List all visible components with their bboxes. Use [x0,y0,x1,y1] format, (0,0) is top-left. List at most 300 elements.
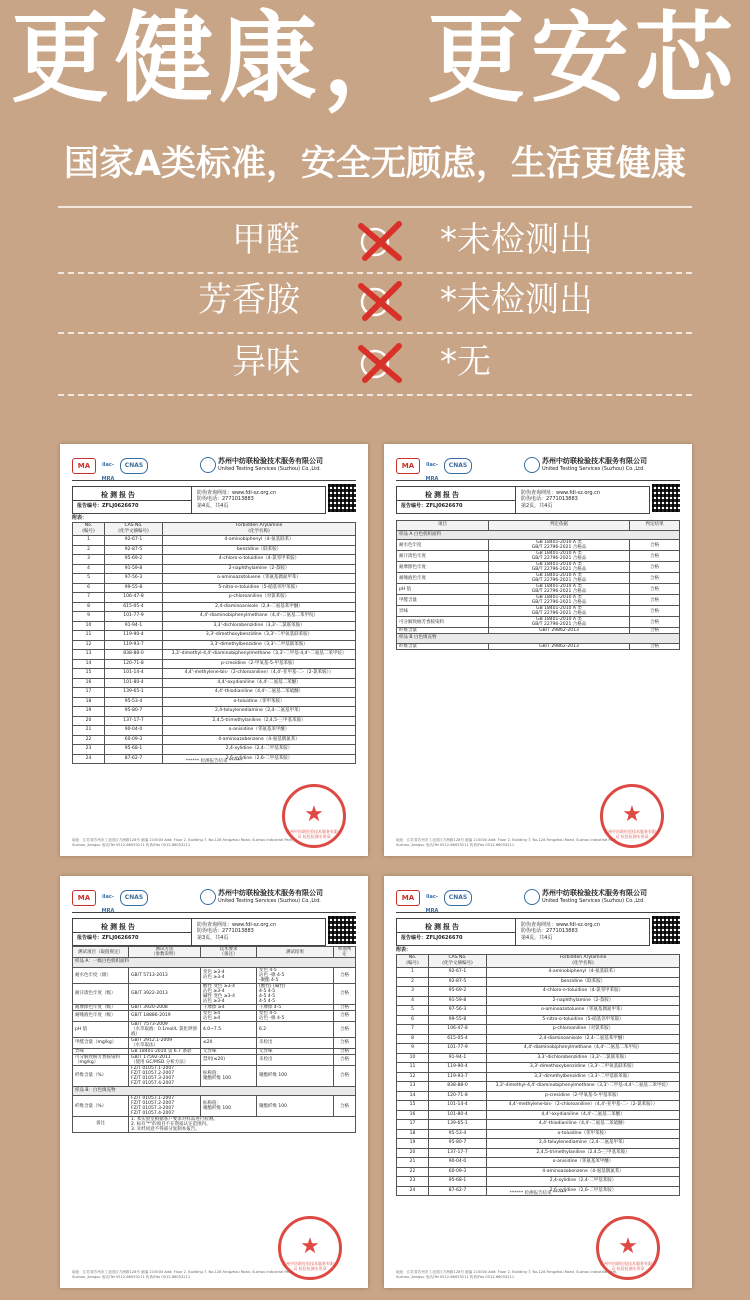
table-cell: 5 [397,1006,429,1016]
column-header: Forbidden Arylamine (化学名称) [163,523,356,536]
verify-website: 防伪查询网址：www.fdl-sz.org.cn [197,922,277,928]
table-row [397,1177,680,1187]
table-cell: 6 [397,1015,429,1025]
table-cell: 11 [73,631,105,641]
table-row [73,745,356,755]
hero-title: 更健康，更安芯 [10,2,739,116]
table-cell: p-cresidine（2-甲氧基-5-甲基苯胺） [487,1091,680,1101]
table-cell: 4-aminoazobenzene（4-氨基偶氮苯） [487,1167,680,1177]
official-seal-stamp [282,784,346,848]
company-name-cn: 苏州中纺联检验技术服务有限公司 [542,457,647,465]
table-cell: 90-04-0 [429,1158,487,1168]
table-cell: 91-59-8 [429,996,487,1006]
table-cell: 2,4-xylidine（2,4-二甲基苯胺） [487,1177,680,1187]
table-cell: 合格 [630,595,680,606]
page-number: 第4页，共4页 [521,935,553,941]
table-cell: 95-53-4 [429,1129,487,1139]
table-row [397,1034,680,1044]
table-cell: 4 [397,996,429,1006]
table-row [73,1037,356,1048]
table-row [397,617,680,628]
table-cell: p-chloroaniline（对氯苯胺） [163,593,356,603]
table-cell: 未检出 [257,1054,334,1065]
table-cell: 119-90-4 [429,1063,487,1073]
qr-code [652,484,680,512]
details-section-a [73,958,356,968]
table-cell: GB 18401-2010 A 类 GB/T 22796-2021 合格品 [489,562,630,573]
conclusion-table-body-b [397,634,680,644]
table-cell: 4.0~7.5 [201,1021,257,1037]
table-cell: 11 [397,1063,429,1073]
table-cell: 可分解致癌芳香胺染料 [397,617,489,628]
table-cell: 16 [73,678,105,688]
report-page-arylamines-bottom [384,876,692,1288]
table-cell: 4-aminoazobenzene（4-氨基偶氮苯） [163,735,356,745]
remarks-text: 1. 本实验室根据客户要求对样品进行检测。 2. 标有"*"的项目不在资质认定范围内。 3. 未经同意不得部分复制本报告。 [129,1117,356,1133]
table-cell: 甲醛含量（mg/kg） [73,1037,129,1048]
table-cell: 95-68-1 [105,745,163,755]
table-cell: 5-nitro-o-toluidine（5-硝基邻甲苯胺） [163,583,356,593]
table-cell: 无异味 [201,1048,257,1054]
cnas-logo: CNAS [120,458,148,474]
test-row-arylamine [0,272,750,328]
table-cell: 15 [397,1101,429,1111]
table-cell: 7 [397,1025,429,1035]
column-header: 技术要求 （备注） [201,947,257,958]
arylamine-table [72,522,356,764]
table-cell: 3 [73,555,105,565]
table-cell: 137-17-7 [429,1148,487,1158]
table-row [73,583,356,593]
table-cell: 106-47-8 [105,593,163,603]
verify-phone: 防伪电话：2771013883 [521,496,578,502]
column-header: CAS No. (化学文摘编号) [105,523,163,536]
table-cell: 3 [397,987,429,997]
report-title-box [396,486,650,514]
table-cell: FZ/T 01057.1-2007 FZ/T 01057.2-2007 FZ/T 01057.3-2007 FZ/T 01057.4-2007 [129,1065,201,1086]
table-cell: 4 [73,564,105,574]
table-cell: GB/T 3920-2008 [129,1004,201,1010]
table-cell: 95-69-2 [429,987,487,997]
table-cell: 101-77-9 [429,1044,487,1054]
table-cell: 2,4-toluylenediamine（2,4-二氨基甲苯） [163,707,356,717]
table-cell: 92-87-5 [105,545,163,555]
table-cell: 4-aminobiphenyl（4-氨基联苯） [487,968,680,978]
details-rows [73,967,356,1086]
header-rule [396,480,680,481]
report-title-box [396,918,650,946]
company-name-en: United Testing Services (Suzhou) Co.,Ltd. [542,898,645,904]
table-row [397,1053,680,1063]
footer-address: 地址：江苏省苏州市工业园区方洲路128号 邮编 215000 Add: Floor 2, Building 7, No.128 Fangzhou Road, Suzhou Industrial Park, Suzhou, Jiangsu 电话/Tel 0512-66053211 传真/Fax 0512-66053211 [72,838,294,847]
official-seal-stamp [278,1216,342,1280]
table-cell: 9 [73,612,105,622]
table-cell: ≤20 [201,1037,257,1048]
column-header: Forbidden Arylamine (化学名称) [487,955,680,968]
verify-website: 防伪查询网址：www.fdl-sz.org.cn [197,490,277,496]
table-cell: 2,4-toluylenediamine（2,4-二氨基甲苯） [487,1139,680,1149]
table-cell: 合格 [630,617,680,628]
table-cell: 12 [397,1072,429,1082]
title-box-divider [397,500,515,501]
table-cell: 甲醛含量 [397,595,489,606]
table-cell: 2,6-xylidine（2,6-二甲基苯胺） [163,754,356,764]
footer-address: 地址：江苏省苏州市工业园区方洲路128号 邮编 215000 Add: Floor 2, Building 7, No.128 Fangzhou Road, Suzhou Industrial Park, Suzhou, Jiangsu 电话/Tel 0512-66053211 传真/Fax 0512-66053211 [396,1270,618,1279]
table-cell: 18 [397,1129,429,1139]
header-rule [72,480,356,481]
table-header-row [73,947,356,958]
report-title: 检测报告 [425,923,461,931]
table-row [397,1091,680,1101]
arylamine-table [396,954,680,1196]
table-cell: benzidine（联苯胺） [163,545,356,555]
table-cell: 合格 [334,1096,356,1117]
table-cell: 615-05-4 [429,1034,487,1044]
company-name-cn: 苏州中纺联检验技术服务有限公司 [542,889,647,897]
table-cell: o-aminoazotoluene（邻氨基偶氮甲苯） [487,1006,680,1016]
official-seal-stamp [600,784,664,848]
verify-website: 防伪查询网址：www.fdl-sz.org.cn [521,922,601,928]
table-cell: 耐水色牢度（级） [73,967,129,983]
page-number: 第2页，共4页 [521,503,553,509]
section-row [73,958,356,968]
table-cell: 2,6-xylidine（2,6-二甲基苯胺） [487,1186,680,1196]
table-cell: GB 18401-2010 A 类 GB/T 22796-2021 合格品 [489,606,630,617]
seal-text: 苏州中纺联检验技术服务有限公司 检验检测专用章 [600,1261,656,1271]
table-cell: 4,4'-oxydianiline（4,4'-二氨基二苯醚） [487,1110,680,1120]
table-row [73,536,356,546]
report-header [396,888,680,916]
table-cell: 119-93-7 [429,1072,487,1082]
table-row [73,678,356,688]
table-cell: 2 [73,545,105,555]
company-emblem-icon [524,457,540,473]
table-row [397,968,680,978]
table-cell: 纤维含量 [397,643,489,649]
company-name-en: United Testing Services (Suzhou) Co.,Ltd. [218,466,321,472]
table-cell: benzidine（联苯胺） [487,977,680,987]
table-row [73,545,356,555]
table-row [73,983,356,1004]
table-cell: p-cresidine（2-甲氧基-5-甲基苯胺） [163,659,356,669]
table-row [397,584,680,595]
table-row [397,1120,680,1130]
table-cell: 合格 [334,1037,356,1048]
table-cell: 615-05-4 [105,602,163,612]
table-cell: 3,3'-dichlorobenzidine（3,3'-二氯联苯胺） [487,1053,680,1063]
report-title: 检测报告 [425,491,461,499]
table-cell: 7 [73,593,105,603]
table-row [73,650,356,660]
remarks-row [73,1117,356,1133]
table-cell: 2,4-xylidine（2,4-二甲基苯胺） [163,745,356,755]
table-cell: 18 [73,697,105,707]
test-result: *未检测出 [440,280,593,320]
table-cell: 合格 [334,1054,356,1065]
qr-code [328,916,356,944]
company-emblem-icon [524,889,540,905]
table-cell: 4,4'-diaminobiphenylmethane（4,4'-二氨基二苯甲烷） [487,1044,680,1054]
table-cell: GB 18401-2010 A 类 GB/T 22796-2021 合格品 [489,573,630,584]
report-header [396,456,680,484]
table-cell: 9 [397,1044,429,1054]
table-row [397,1063,680,1073]
table-cell: GB 18401-2010 第 6.7 条款 [129,1048,201,1054]
column-header: 项目 [397,521,489,531]
section-row [397,530,680,540]
verify-phone: 防伪电话：2771013883 [197,928,254,934]
table-cell: 聚酯纤维 100 [257,1065,334,1086]
table-cell: 19 [73,707,105,717]
conclusion-table [396,520,680,650]
table-row [397,1044,680,1054]
table-row [397,562,680,573]
table-row [73,602,356,612]
section-row [73,1086,356,1096]
table-cell: FZ/T 01057.1-2007 FZ/T 01057.2-2007 FZ/T 01057.3-2007 FZ/T 01057.4-2007 [129,1096,201,1117]
table-cell: 耐摩擦色牢度（级） [73,1004,129,1010]
table-header-row [73,523,356,536]
table-cell: 聚酯纤维 100 [257,1096,334,1117]
table-cell: 3,3'-dimethoxybenzidine（3,3'-二甲氧基联苯胺） [163,631,356,641]
table-cell: 24 [397,1186,429,1196]
table-cell: 4-chloro-o-toluidine（4-氯邻甲苯胺） [163,555,356,565]
table-cell: 12 [73,640,105,650]
company-name-en: United Testing Services (Suzhou) Co.,Ltd. [218,898,321,904]
table-cell: 合格 [334,967,356,983]
table-row [73,1010,356,1021]
table-cell: 3,3'-dimethylbenzidine（3,3'-二甲基联苯胺） [163,640,356,650]
column-header: 测试结果 [257,947,334,958]
table-cell: 2,4,5-trimethylaniline（2,4,5-三甲基苯胺） [487,1148,680,1158]
table-cell: 合格 [630,540,680,551]
table-row [397,1082,680,1092]
table-cell: 21 [397,1158,429,1168]
table-cell: 变色 ≥4 沾色 ≥4 [201,1010,257,1021]
table-row [397,1139,680,1149]
page-number: 第4页，共4页 [197,503,229,509]
table-cell: 101-14-4 [105,669,163,679]
test-result: *无 [440,342,491,382]
table-cell: GB 18401-2010 A 类 GB/T 22796-2021 合格品 [489,584,630,595]
seal-text: 苏州中纺联检验技术服务有限公司 检验检测专用章 [286,829,342,839]
table-cell: (酸性) (碱性) 4-5 4-5 4-5 4-5 4-5 4-5 [257,983,334,1004]
table-header-row [397,521,680,531]
table-row [397,1158,680,1168]
star-icon: ★ [300,1234,320,1259]
table-cell: o-anisidine（邻氨基苯甲醚） [163,726,356,736]
cnas-logo: CNAS [444,890,472,906]
table-row [397,977,680,987]
table-cell: 耐唾液色牢度 [397,573,489,584]
table-cell: 92-87-5 [429,977,487,987]
table-cell: 95-80-7 [105,707,163,717]
table-row [73,726,356,736]
details-remarks [73,1117,356,1133]
table-cell: 91-94-1 [105,621,163,631]
test-row-odor [0,334,750,390]
company-name-cn: 苏州中纺联检验技术服务有限公司 [218,457,323,465]
table-cell: 8 [73,602,105,612]
company-emblem-icon [200,889,216,905]
table-cell: 合格 [630,551,680,562]
table-cell: 101-77-9 [105,612,163,622]
title-box-divider [191,487,192,513]
header-rule [396,912,680,913]
table-cell: 139-65-1 [429,1120,487,1130]
table-cell: 4,4'-thiodianiline（4,4'-二氨基二苯硫醚） [487,1120,680,1130]
report-title: 检测报告 [101,923,137,931]
verify-phone: 防伪电话：2771013883 [197,496,254,502]
red-x-mark-icon [355,278,405,322]
section-label: 样品 B 白色填充物 [397,634,680,644]
table-cell: 60-09-3 [429,1167,487,1177]
table-cell: 5 [73,574,105,584]
table-cell: 6.2 [257,1021,334,1037]
ma-logo: MA [396,458,420,474]
table-cell: 16 [397,1110,429,1120]
page-number: 第3页，共4页 [197,935,229,941]
ma-logo: MA [396,890,420,906]
title-box-divider [515,919,516,945]
qr-code [328,484,356,512]
table-cell: 10 [397,1053,429,1063]
table-cell: 3,3'-dimethoxybenzidine（3,3'-二甲氧基联苯胺） [487,1063,680,1073]
footer-address: 地址：江苏省苏州市工业园区方洲路128号 邮编 215000 Add: Floor 2, Building 7, No.128 Fangzhou Road, Suzhou Industrial Park, Suzhou, Jiangsu 电话/Tel 0512-66053211 传真/Fax 0512-66053211 [72,1270,294,1279]
report-page-conclusion [384,444,692,856]
table-cell: 合格 [630,562,680,573]
table-cell: 139-65-1 [105,688,163,698]
table-row [397,996,680,1006]
table-cell: o-anisidine（邻氨基苯甲醚） [487,1158,680,1168]
table-cell: 合格 [630,628,680,634]
table-row [73,967,356,983]
section-label: 样品 B：白色填充物 [73,1086,356,1096]
table-cell: 2-naphthylamine（2-萘胺） [487,996,680,1006]
table-cell: 变色 ≥3-4 沾色 ≥3-4 [201,967,257,983]
table-row [73,697,356,707]
table-cell: o-toluidine（邻甲苯胺） [487,1129,680,1139]
title-box-divider [397,932,515,933]
table-row [397,1072,680,1082]
divider-bottom [58,394,692,396]
table-cell: 酸性 变色 ≥3-4 沾色 ≥3-4 碱性 变色 ≥3-4 沾色 ≥3-4 [201,983,257,1004]
table-row [397,1129,680,1139]
table-cell: 97-56-3 [105,574,163,584]
table-row [397,540,680,551]
details-section-b [73,1086,356,1096]
table-cell: 2 [397,977,429,987]
company-name-cn: 苏州中纺联检验技术服务有限公司 [218,889,323,897]
table-cell: GB 18401-2010 A 类 GB/T 22796-2021 合格品 [489,595,630,606]
table-cell: o-aminoazotoluene（邻氨基偶氮甲苯） [163,574,356,584]
table-cell: 17 [397,1120,429,1130]
table-row [397,595,680,606]
table-cell: 95-68-1 [429,1177,487,1187]
table-row [73,1054,356,1065]
section-row [397,634,680,644]
table-row [73,707,356,717]
table-cell: 2,4-diaminoanisole（2,4-二氨基苯甲醚） [163,602,356,612]
table-cell: 21 [73,726,105,736]
table-cell: 变色 4-5 沾色 -棉 4-5 -聚酯 4-5 [257,967,334,983]
table-cell: 120-71-8 [105,659,163,669]
table-cell: 13 [73,650,105,660]
table-cell: 92-67-1 [429,968,487,978]
table-row [73,1096,356,1117]
star-icon: ★ [304,802,324,827]
footer-address: 地址：江苏省苏州市工业园区方洲路128号 邮编 215000 Add: Floor 2, Building 7, No.128 Fangzhou Road, Suzhou Industrial Park, Suzhou, Jiangsu 电话/Tel 0512-66053211 传真/Fax 0512-66053211 [396,838,618,847]
table-cell: GB 18401-2010 A 类 GB/T 22796-2021 合格品 [489,540,630,551]
table-cell: GB/T 29862-2013 [489,643,630,649]
table-cell: 24 [73,754,105,764]
table-cell: GB/T 5713-2013 [129,967,201,983]
table-row [397,1167,680,1177]
table-row [73,735,356,745]
column-header: 测试项目（取值规定） [73,947,129,958]
table-cell: 1 [397,968,429,978]
test-name: 芳香胺 [198,280,300,320]
star-icon: ★ [618,1234,638,1259]
table-row [73,593,356,603]
conclusion-table-body [397,530,680,540]
table-cell: o-toluidine（邻甲苯胺） [163,697,356,707]
verify-phone: 防伪电话：2771013883 [521,928,578,934]
test-name: 异味 [232,342,300,382]
table-cell: 2,4-diaminoanisole（2,4-二氨基苯甲醚） [487,1034,680,1044]
table-row [397,1015,680,1025]
table-row [73,669,356,679]
report-header [72,888,356,916]
table-row [397,1101,680,1111]
column-header: 判定依据 [489,521,630,531]
report-number: 报告编号：ZFLJ0626670 [77,935,139,941]
ilac-logo: ilac-MRA [425,894,439,914]
verify-website: 防伪查询网址：www.fdl-sz.org.cn [521,490,601,496]
column-header: 测试方法 （参数说明） [129,947,201,958]
table-cell: 95-80-7 [429,1139,487,1149]
table-cell: 合格 [630,606,680,617]
column-header: 判定结果 [630,521,680,531]
red-x-mark-icon [355,340,405,384]
table-cell: 87-62-7 [429,1186,487,1196]
table-cell: GB/T 17592-2011 （使用 GC/MSD 分析方法） [129,1054,201,1065]
table-cell: 未检出 [257,1037,334,1048]
official-seal-stamp [596,1216,660,1280]
title-box-divider [515,487,516,513]
report-number: 报告编号：ZFLJ0626670 [401,503,463,509]
arylamine-table-body [397,968,680,1196]
table-cell: 耐摩擦色牢度 [397,562,489,573]
table-cell: 20 [397,1148,429,1158]
table-cell: 纤维含量（%） [73,1065,129,1086]
table-cell: p-chloroaniline（对氯苯胺） [487,1025,680,1035]
cnas-logo: CNAS [120,890,148,906]
report-page-arylamines-top [60,444,368,856]
table-row [397,1110,680,1120]
table-cell: GB/T 3922-2013 [129,983,201,1004]
details-table [72,946,356,1133]
appendix-label: 附表： [396,947,412,953]
table-row [73,621,356,631]
appendix-label: 附表： [72,515,88,521]
table-row [73,659,356,669]
company-emblem-icon [200,457,216,473]
table-cell: 97-56-3 [429,1006,487,1016]
ilac-logo: ilac-MRA [425,462,439,482]
table-cell: pH 值 [73,1021,129,1037]
details-rows-b [73,1096,356,1117]
